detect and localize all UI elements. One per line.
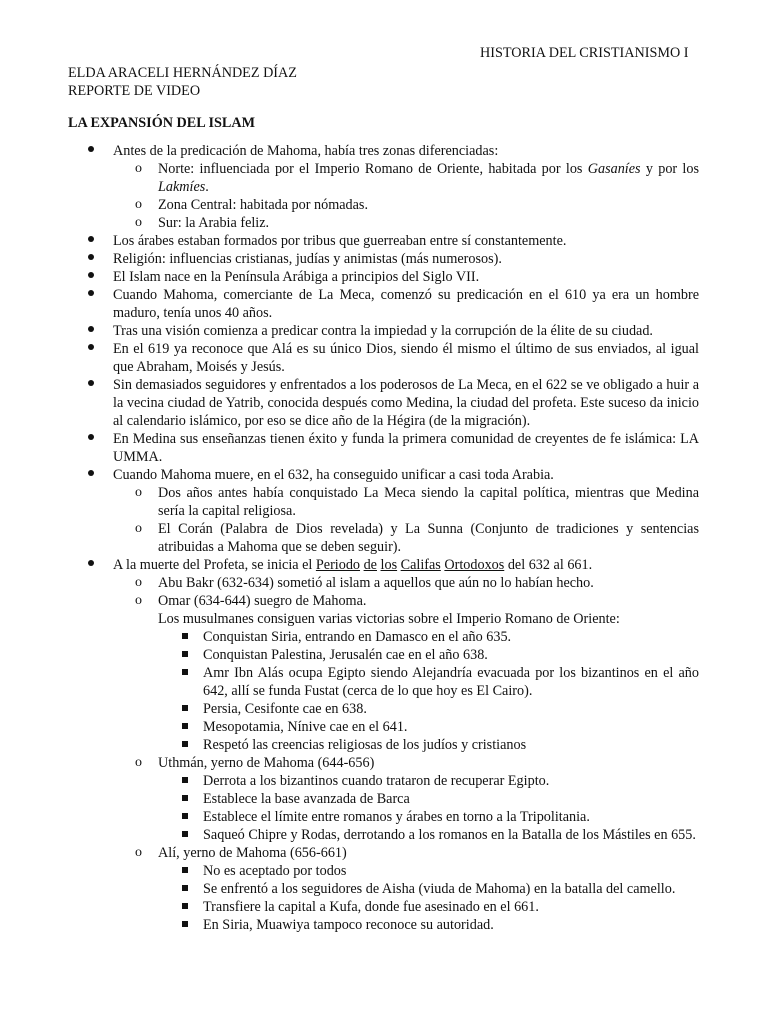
report-type: REPORTE DE VIDEO — [68, 83, 201, 99]
sub-sub-list-item: En Siria, Muawiya tampoco reconoce su autoridad. — [203, 916, 699, 934]
sub-sub-list-item: Transfiere la capital a Kufa, donde fue asesinado en el 661. — [203, 898, 699, 916]
sub-list-item: o Dos años antes había conquistado La Meca siendo la capital política, mientras que Medina sería la capital religiosa. — [135, 485, 699, 519]
list-item: Los árabes estaban formados por tribus que guerreaban entre sí constantemente. — [113, 232, 699, 250]
circle-bullet-icon: o — [135, 485, 142, 500]
course-title: HISTORIA DEL CRISTIANISMO I — [480, 45, 689, 61]
list-item: Antes de la predicación de Mahoma, había tres zonas diferenciadas: — [113, 142, 699, 160]
sub-list-item: o Norte: influenciada por el Imperio Romano de Oriente, habitada por los Gasaníes y por los Lakmíes. — [135, 161, 699, 195]
underlined-word: Ortodoxos — [444, 557, 505, 573]
sub-list-item: o Alí, yerno de Mahoma (656-661) — [135, 845, 347, 861]
square-bullet-icon — [182, 813, 188, 819]
sub-list-note: Los musulmanes consiguen varias victorias sobre el Imperio Romano de Oriente: — [158, 611, 620, 627]
square-bullet-icon — [182, 795, 188, 801]
square-bullet-icon — [182, 885, 188, 891]
bullet-list — [0, 142, 768, 934]
underlined-word: los — [380, 557, 398, 573]
circle-bullet-icon: o — [135, 593, 142, 608]
author-block — [68, 64, 297, 100]
bullet-icon — [88, 254, 94, 260]
circle-bullet-icon: o — [135, 197, 142, 212]
list-item: Tras una visión comienza a predicar contra la impiedad y la corrupción de la élite de su ciudad. — [113, 322, 699, 340]
author-name: ELDA ARACELI HERNÁNDEZ DÍAZ — [68, 65, 297, 81]
square-bullet-icon — [182, 705, 188, 711]
square-bullet-icon — [182, 651, 188, 657]
sub-sub-list-item: Respetó las creencias religiosas de los judíos y cristianos — [203, 736, 699, 754]
list-item: Religión: influencias cristianas, judías y animistas (más numerosos). — [113, 250, 699, 268]
sub-sub-list-item: Mesopotamia, Nínive cae en el 641. — [203, 718, 699, 736]
sub-sub-list-item: Se enfrentó a los seguidores de Aisha (viuda de Mahoma) en la batalla del camello. — [203, 880, 699, 898]
sub-sub-list-item: Amr Ibn Alás ocupa Egipto siendo Alejandría evacuada por los bizantinos en el año 642, allí se funda Fustat (cerca de lo que hoy es El Cairo). — [203, 664, 699, 700]
circle-bullet-icon: o — [135, 845, 142, 860]
square-bullet-icon — [182, 867, 188, 873]
sub-list-item: o Omar (634-644) suegro de Mahoma. — [135, 593, 367, 609]
sub-sub-list-item: Persia, Cesifonte cae en 638. — [203, 700, 699, 718]
list-item: El Islam nace en la Península Arábiga a principios del Siglo VII. — [113, 268, 699, 286]
underlined-word: Califas — [400, 557, 441, 573]
sub-list-item: o Zona Central: habitada por nómadas. — [135, 197, 368, 213]
bullet-icon — [88, 470, 94, 476]
section-title: LA EXPANSIÓN DEL ISLAM — [68, 115, 255, 131]
square-bullet-icon — [182, 777, 188, 783]
sub-sub-list-item: Saqueó Chipre y Rodas, derrotando a los romanos en la Batalla de los Mástiles en 655. — [203, 826, 699, 844]
bullet-icon — [88, 560, 94, 566]
list-item: En Medina sus enseñanzas tienen éxito y funda la primera comunidad de creyentes de fe islámica: LA UMMA. — [113, 430, 699, 466]
circle-bullet-icon: o — [135, 575, 142, 590]
bullet-icon — [88, 272, 94, 278]
circle-bullet-icon: o — [135, 521, 142, 536]
bullet-icon — [88, 380, 94, 386]
list-item: Cuando Mahoma muere, en el 632, ha conseguido unificar a casi toda Arabia. — [113, 466, 699, 484]
square-bullet-icon — [182, 831, 188, 837]
circle-bullet-icon: o — [135, 215, 142, 230]
sub-list-item: o Uthmán, yerno de Mahoma (644-656) — [135, 755, 375, 771]
bullet-icon — [88, 434, 94, 440]
sub-sub-list-item: Establece el límite entre romanos y árabes en torno a la Tripolitania. — [203, 808, 699, 826]
bullet-icon — [88, 326, 94, 332]
sub-sub-list-item: Conquistan Palestina, Jerusalén cae en el año 638. — [203, 646, 699, 664]
sub-sub-list-item: No es aceptado por todos — [203, 862, 699, 880]
square-bullet-icon — [182, 669, 188, 675]
sub-list-item: o Abu Bakr (632-634) sometió al islam a aquellos que aún no lo habían hecho. — [135, 575, 594, 591]
bullet-icon — [88, 146, 94, 152]
underlined-word: Periodo — [315, 557, 361, 573]
list-item: A la muerte del Profeta, se inicia el Periodo de los Califas Ortodoxos del 632 al 661. — [113, 556, 699, 574]
circle-bullet-icon: o — [135, 161, 142, 176]
bullet-icon — [88, 236, 94, 242]
circle-bullet-icon: o — [135, 755, 142, 770]
underlined-word: de — [363, 557, 377, 573]
sub-sub-list-item: Derrota a los bizantinos cuando trataron de recuperar Egipto. — [203, 772, 699, 790]
sub-sub-list-item: Conquistan Siria, entrando en Damasco en el año 635. — [203, 628, 699, 646]
bullet-icon — [88, 344, 94, 350]
square-bullet-icon — [182, 633, 188, 639]
square-bullet-icon — [182, 723, 188, 729]
square-bullet-icon — [182, 903, 188, 909]
square-bullet-icon — [182, 921, 188, 927]
sub-list-item: o Sur: la Arabia feliz. — [135, 215, 270, 231]
bullet-icon — [88, 290, 94, 296]
square-bullet-icon — [182, 741, 188, 747]
list-item: En el 619 ya reconoce que Alá es su único Dios, siendo él mismo el último de sus enviados, al igual que Abraham, Moisés y Jesús. — [113, 340, 699, 376]
sub-list-item: o El Corán (Palabra de Dios revelada) y La Sunna (Conjunto de tradiciones y sentencias atribuidas a Mahoma que se deben seguir). — [135, 521, 699, 555]
sub-sub-list-item: Establece la base avanzada de Barca — [203, 790, 699, 808]
list-item: Sin demasiados seguidores y enfrentados a los poderosos de La Meca, en el 622 se ve obligado a huir a la vecina ciudad de Yatrib, conocida después como Medina, la ciudad del profeta. Este suceso da inicio al calendario islámico, por eso se dice año de la Hégira (de la migración). — [113, 376, 699, 430]
list-item: Cuando Mahoma, comerciante de La Meca, comenzó su predicación en el 610 ya era un hombre maduro, tenía unos 40 años. — [113, 286, 699, 322]
